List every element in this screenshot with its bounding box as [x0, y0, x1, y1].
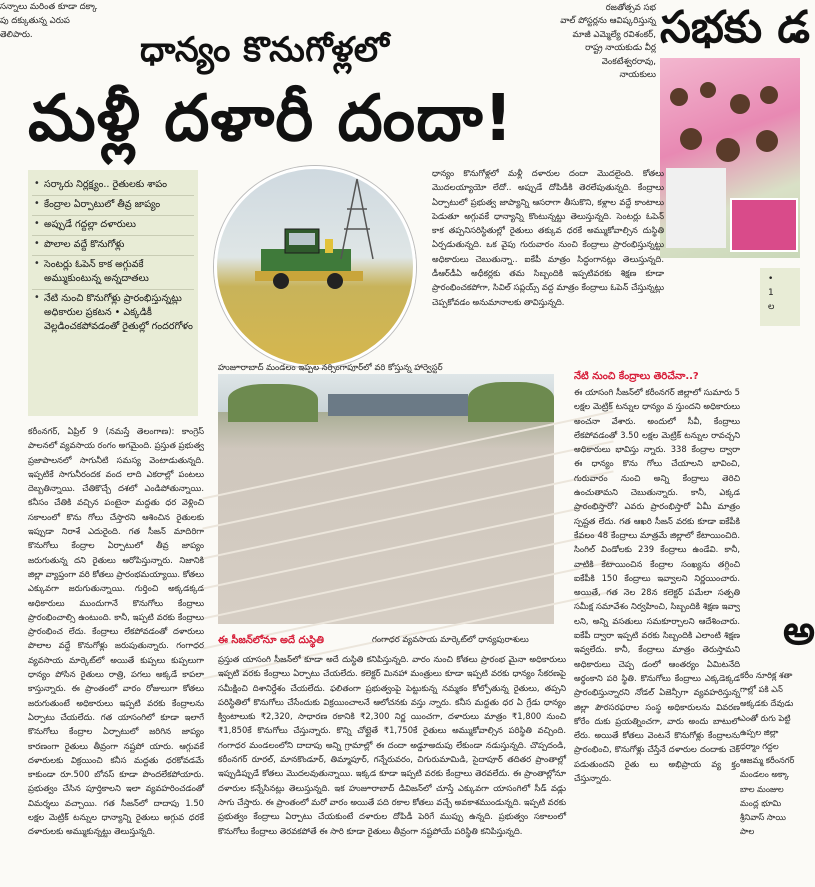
- harvester-photo: [214, 166, 416, 368]
- power-tower-icon: [327, 179, 387, 259]
- highlight-item: • సెంటర్లు ఓపెన్ కాక అగ్గువకే అమ్ముకుంటున్న అన్నదాతలు: [32, 256, 194, 290]
- caption-line: వాల్ పోస్టర్లను ఆవిష్కరిస్తున్న: [560, 16, 656, 27]
- adjacent-article-text: కరీం నూరిక్ల శతా గాల్లో పకి ఎన్ అక్కడకు దేవుడు ఎంతో రుగు పెట్టి ఉప్పల జిల్లా ధర్మాం గద్దల ఆజమ్మ కరీంనగర్ మండలం అక్కా బాల మంజుల మంద్ల భూమి శ్రీనివాస్ సాయి పాల: [740, 670, 795, 837]
- caption-line: రజతోత్సవ సభ: [605, 3, 656, 13]
- photo-caption: హుజూరాబాద్ మండలం ఇప్పల నర్సింగాపూర్‌లో వరి కోస్తున్న హార్వెస్టర్: [218, 362, 443, 372]
- kicker-headline: ధాన్యం కొనుగోళ్లలో: [140, 30, 390, 70]
- subheading: ఈ సీజన్‌లోనూ అదే దుస్థితి: [218, 635, 324, 646]
- article-intro: ధాన్యం కొనుగోళ్లలో మళ్లీ దళారుల దందా మొదలైంది. కోతలు మొదలయ్యాయో లేదో.. అప్పుడే దోపిడీకి తెరలేపుతున్నది. కేంద్రాలు ఏర్పాటులో ప్రభుత్వ జాప్యాన్ని ఆసరాగా తీసుకొని, కళ్లాల వద్దే కాంటాలు పెడుతూ అగ్గువకే ధాన్యాన్ని కొంటున్నట్టు తెలుస్తున్నది. సెంటర్లు ఓపెన్ కాక తప్పనిసరిస్థితుల్లో రైతులు తక్కువ ధరకే అమ్ముకోవాల్సిన దుస్థితి ఏర్పడుతున్నది. ఒక వైపు గురువారం నుంచి కేంద్రాలు ప్రారంభిస్తున్నట్టు అధికారులు చెబుతున్నా.. ఐకేపీ మాత్రం సిద్ధంగానట్లు తెలుస్తున్నది. డీఆర్‌డీఏ అధీకర్లకు తమ సిబ్బందికి ఇప్పటివరకు శిక్షణ కూడా ప్రారంభించకపోగా, సివిల్ సప్లయ్స్‌ వద్ద మాత్రం కేంద్రాలు ఓపెన్ చేస్తున్నట్లు చెప్పకోవడం అనుమానాలకు తావిస్తున్నది.: [432, 168, 664, 307]
- right-bullet-box: [760, 268, 800, 326]
- prev-line: పు దక్కుతున్న ఎరుప: [0, 16, 70, 26]
- highlight-item: • అప్పుడే గద్దల్లా దళారులు: [32, 216, 194, 236]
- subheading: నేటి నుంచి కేంద్రాలు తెరిచేనా..?: [574, 371, 699, 382]
- caption-line: వెంకటేశ్వరరావు,: [601, 56, 656, 67]
- highlights-box: [28, 170, 198, 416]
- box-line: 1: [768, 288, 774, 298]
- right-article-headline: సభకు డ: [660, 2, 810, 53]
- article-body-bottom: ప్రస్తుత యాసంగి సీజన్‌లో కూడా అదే దుస్థితి కనిపిస్తున్నది. వారం నుంచి కోతలు ప్రారంభ మైనా అధికారులు ఇప్పటి వరకు కేంద్రాలు ఏర్పాటు చేయలేదు. కలెక్టర్ మినహా మంత్రులు కూడా ఇప్పటి వరకు ధాన్యం సేకరణపై సమీక్షించి దిశానిర్దేశం చేయలేదు. ఫలితంగా ప్రభుత్వంపై పెట్టుకున్న నమ్మకం కోల్పోతున్న రైతులు, తప్పని పరిస్థితిలో కొనుగోలు చేసేందుకు విక్రయించాలనే ఆలోచనకు వస్తు న్నారు. కనీస మద్దతు ధర ఏ గ్రేడు ధాన్యం క్వింటాలుకు ₹2,320, సాధారణ రకానికి ₹2,300 నిర్ణ యించగా, దళారులు మాత్రం ₹1,800 నుంచి ₹1,850కే కొనుగోలు చేస్తున్నారు. కొన్ని చోట్లైతే ₹1,750కే రైతులు అమ్ముకోవాల్సిన పరిస్థితి వచ్చింది. గంగాధర మండలంలోని దాదాపు అన్ని గ్రామాల్లో ఈ దందా అడ్డూఅదుపు లేకుండా నడుస్తున్నది. చొప్పదండి, కరీంనగర్ రూరల్, మానకొండూర్, తిమ్మాపూర్, గన్నేరువరం, చిగురుమామిడి, సైదాపూర్ తదితర ప్రాంతాల్లో ఇప్పుడిప్పుడే కోతలు మొదలవుతున్నాయి. ఇక్కడ కూడా ఇప్పటి వరకు కేంద్రాలు తెరవలేదు. ఈ ప్రాంతాల్లోనూ దళారుల కన్నేసినట్లు తెలుస్తున్నది. ఇక హుజూరాబాద్ డివిజన్‌లో చూస్తే ఎక్కువగా యాసంగిలో సీడ్ వడ్లు సాగు చేస్తారు. ఈ ప్రాంతంలో మరో వారం అయితే పది రకాల కోతలు వచ్చే అవకాశముండున్నది. ఇప్పటి వరకు ప్రభుత్వం కేంద్రాలు ఏర్పాటు చేయకుంటే దళారుల దోపిడీ పెరిగే ముప్పు ఉన్నది. ప్రభుత్వం సకాలంలో కొనుగోలు కేంద్రాలు తెరవకపోతే ఈ సారి కూడా రైతులు తీవ్రంగా నష్టపోయే పరిస్థితి కనిపిస్తున్నది.: [218, 654, 566, 836]
- highlight-item: • పొలాల వద్దే కొనుగోళ్లు: [32, 236, 194, 256]
- highlight-item: • సర్కారు నిర్లక్ష్యం.. రైతులకు శాపం: [32, 176, 194, 196]
- rally-photo: [660, 58, 800, 258]
- prev-line: సన్నాలు మరింత కూడా దక్కా: [0, 2, 98, 12]
- caption-line: మాజీ ఎమ్మెల్యే రవిశంకర్,: [572, 29, 656, 40]
- adjacent-headline-letter: అ: [783, 608, 815, 654]
- main-headline: మళ్లీ దళారీ దందా!: [28, 82, 514, 156]
- article-body-right: ఈ యాసంగి సీజన్‌లో కరీంనగర్ జిల్లాలో సుమారు 5 లక్షల మెట్రిక్ టన్నుల ధాన్యం వ స్తుందని అధికారులు అంచనా వేశారు. అందులో సీవీ, కేంద్రాలు లేకపోవడంతో 3.50 లక్షల మెట్రిక్ టన్నుల రావచ్చని అధికారులు భావిస్తు న్నారు. 338 కేంద్రాల ద్వారా ఈ ధాన్యం కొను గోలు చేయాలని భావించి, గురువారం నుంచి అన్ని కేంద్రాలు తెరిచి ఉంచుతామని చెబుతున్నారు. కానీ, ఎక్కడ ప్రారంభిస్తారో? ఎవరు ప్రారంభిస్తారో ఏమీ మాత్రం స్పష్టత లేదు. గత ఆఖరి సీజన్ వరకు కూడా ఐకేపీకి కేవలం 48 కేంద్రాలు మాత్రమే జిల్లాలో కేటాయించిది. సింగిల్ విండోలకు 239 కేంద్రాలు ఉండేవి. కానీ, వాటికి కేటాయించిన కేంద్రాల సంఖ్యను తగ్గించి ఐకేపీకి 150 కేంద్రాలు ఇవ్వాలని నిర్ణయించారు. అయితే, గత నెల 28న కలెక్టర్ పమేలా సత్పతి సమీక్ష సమావేశం నిర్వహించి, సిబ్బందికి శిక్షణ ఇవ్వా లని, అన్ని వసతులు సమకూర్చాలని ఆదేశించారు. ఐకేపీ ద్వారా ఇప్పటి వరకు సిబ్బందికి ఎలాంటి శిక్షణ ఇవ్వలేదు. కానీ, కేంద్రాలు మాత్రం తెరుస్తామని అధికారులు చెప్ప డంలో ఆంతర్యం ఏమిటనేది అర్థంకాని పరి స్థితి. కొనుగోలు కేంద్రాలు ఎక్కడెక్కడ ప్రారంభిస్తున్నారని నోడల్ ఏజెన్సీగా వ్యవహరిస్తున్న జిల్లా పౌరసరఫరాల సంస్థ అధికారులను వివరణ కోరేం దుకు ప్రయత్నించగా, వారు అందు బాటులో లేరు. అయితే కోతలు వెంటనే కొనుగోళ్లు కేంద్రాలను ప్రారంభించి, కొనుగోళ్లు చేస్తేనే దళారుల దందాకు చెక్ పడుతుందని రైతు లు అభిప్రాయ వ్య క్తం చేస్తున్నారు.: [574, 387, 740, 784]
- box-line: ల: [768, 302, 775, 312]
- caption-line: నాయకులు: [619, 70, 656, 81]
- highlight-item: • కేంద్రాల ఏర్పాటులో తీవ్ర జాప్యం: [32, 196, 194, 216]
- caption-line: రాష్ట్ర నాయకుడు వీర్ల: [585, 43, 656, 54]
- article-body-left: కరీంనగర్, ఏప్రిల్ 9 (నమస్తే తెలంగాణ): కాంగ్రెస్ పాలనలో వ్యవసాయ రంగం అగమైంది. ప్రస్తుత ప్రభుత్వ ప్రజాపాలనలో సాగునీటి సమస్య వెంటాడుతున్నది. ఇప్పటికే సాగునీరందక వంద లాది ఎకరాల్లో పంటలు దెబ్బతిన్నాయి. చేతికొచ్చే దశలో ఎండిపోతున్నాయి. కనీసం చేతికి వచ్చిన పంటైనా మద్దతు ధర వెళ్లించి సకాలంలో కొను గోలు చేస్తారని ఆశించిన రైతులకు ఇప్పుడా నిరాశే ఎదురైంది. గత సీజన్ మాదిరిగా కొనుగోలు కేంద్రాల ఏర్పాటులో తీవ్ర జాప్యం జరుగుతున్న దని రైతులు ఆరోపిస్తున్నారు. నిజానికి జిల్లా వ్యాప్తంగా వరి కోతలు ప్రారంభమయ్యాయి. కోతలు ఎక్కువగా జరుగుతున్నాయి. గుర్తించి అక్కడక్కడ అధికారులు ముందుగానే కొనుగోలు కేంద్రాలు ప్రారంభించాల్సి ఉంటుంది. కానీ, ఇప్పటి వరకు కేంద్రాలు ప్రారంభించ లేదు. కేంద్రాలు లేకపోవడంతో దళారులు పొలాల వద్దే కొనుగోళ్లు జరుపుతున్నారు. గంగాధర వ్యవసాయ మార్కెట్‌లో అయితే కుప్పలు కుప్పలుగా ధాన్యం పోసిన రైతులు రాత్రి, పగలు అక్కడే కాపలా కాస్తున్నారు. ఈ ప్రాంతంలో వారం రోజులుగా కోతలు జరుగుతుంటే అధికారులు ఇప్పటి వరకు కేంద్రాలను ఏర్పాటు చేయలేదు. గత యాసంగిలో కూడా ఇలాగే కొనుగోలు కేంద్రాల ఏర్పాటులో జరిగిన జాప్యం కారణంగా రైతులు తీవ్రంగా నష్టపో యారు. ఆగ్గువకే దళారులకు విక్రయించి కనీస మద్దతు ధరకోవడమే కాకుండా రూ.500 బోనస్ కూడా పొందలేకపోయారు. ప్రభుత్వం చేసిన పూర్తికాలని ఇలా వ్యవహరించడంతో విమర్శలు వచ్చాయి. గత సీజన్‌లో దాదాపు 1.50 లక్షల మెట్రిక్ టన్నుల ధాన్యాన్ని రైతులు అగ్గువ ధరకే దళారులకు అమ్ముకున్నట్టు తెలుస్తున్నది.: [28, 426, 204, 837]
- highlight-item: • నేటి నుంచి కొనుగోళ్లు ప్రారంభిస్తున్నట్లు అధికారుల ప్రకటన • ఎక్కడికీ వెల్లడించకపోవడంతో రైతుల్లో గందరగోళం: [32, 290, 194, 337]
- prev-line: తెలిపారు.: [0, 30, 33, 40]
- right-article-caption: [538, 2, 656, 82]
- previous-article-fragment: [0, 0, 150, 42]
- box-line: •: [768, 274, 774, 284]
- market-grain-photo: [218, 374, 554, 624]
- photo-caption: గంగాధర వ్యవసాయ మార్కెట్‌లో ధాన్యపురాశులు: [372, 634, 529, 644]
